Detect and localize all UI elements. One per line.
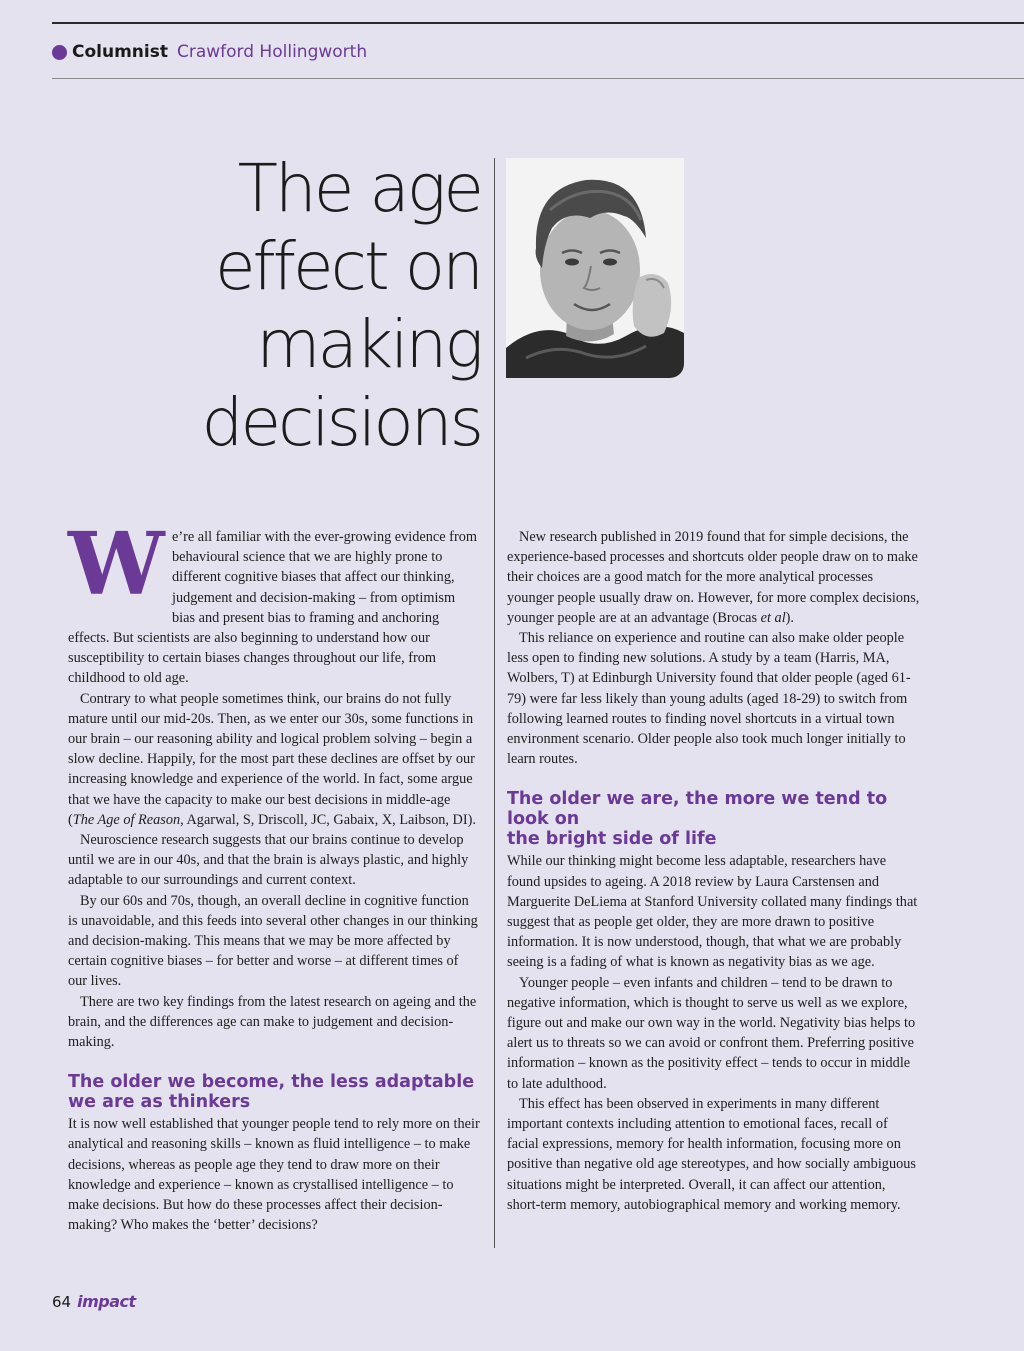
paragraph: By our 60s and 70s, though, an overall decline in cognitive function is unavoidable, and this feeds into several other changes in our thinking and decision-making. This means that we may be more affected by certain cognitive biases – for better and worse – at different times of our lives. bbox=[68, 892, 478, 990]
column-type-label: Columnist bbox=[72, 42, 168, 62]
bullet-dot-icon bbox=[52, 45, 67, 60]
headline-line-2: effect on bbox=[214, 228, 481, 305]
page-number: 64 bbox=[52, 1293, 72, 1311]
column-divider bbox=[494, 158, 495, 1248]
drop-cap: W bbox=[68, 514, 165, 615]
right-column bbox=[507, 527, 921, 1215]
paragraph: While our thinking might become less adaptable, researchers have found upsides to ageing. A 2018 review by Laura Carstensen and Marguerite DeLiema at Stanford University collated many findings that suggest that as people get older, they are more drawn to positive information. It is now understood, though, that what we are probably seeing is a fading of what is known as negativity bias as we age. bbox=[507, 853, 918, 971]
paragraph: This reliance on experience and routine can also make older people less open to finding new solutions. A study by a team (Harris, MA, Wolbers, T) at Edinburgh University found that older people (aged 61-79) were far less likely than young adults (aged 18-29) to switch from following learned routes to finding novel shortcuts in a virtual town environment scenario. Older people also took much longer initially to learn routes. bbox=[507, 630, 911, 768]
section-subheading bbox=[507, 789, 921, 849]
headline-line-3: making bbox=[256, 306, 481, 383]
author-portrait bbox=[506, 158, 684, 378]
column-header bbox=[52, 38, 367, 66]
article-headline bbox=[202, 150, 481, 462]
portrait-illustration bbox=[506, 158, 684, 378]
headline-line-4: decisions bbox=[201, 384, 481, 461]
paragraph-text: ). bbox=[785, 609, 795, 626]
subheading-line: The older we become, the less adaptable bbox=[68, 1072, 475, 1093]
paragraph bbox=[507, 527, 921, 628]
paragraph: This effect has been observed in experiments in many different important contexts including attention to emotional faces, recall of facial expressions, memory for health information, focusing more on positive than negative old age stereotypes, and how socially ambiguous situations might be interpreted. Overall, it can affect our attention, short-term memory, autobiographical memory and working memory. bbox=[507, 1095, 916, 1213]
page-footer bbox=[52, 1292, 136, 1311]
paragraph: There are two key findings from the latest research on ageing and the brain, and the differences age can make to judgement and decision-making. bbox=[68, 993, 477, 1051]
paragraph: e’re all familiar with the ever-growing evidence from behavioural science that we are highly prone to different cognitive biases that affect our thinking, judgement and decision-making – from optimism bias and present bias to framing and anchoring effects. But scientists are also beginning to understand how our susceptibility to certain biases changes throughout our life, from childhood to old age. bbox=[68, 529, 477, 687]
subheading-line: the bright side of life bbox=[507, 829, 717, 850]
header-rule bbox=[52, 78, 1024, 79]
section-subheading bbox=[68, 1072, 480, 1112]
paragraph: Neuroscience research suggests that our brains continue to develop until we are in our 40s, and that the brain is always plastic, and highly adaptable to our surroundings and current context. bbox=[68, 832, 469, 889]
left-column bbox=[68, 514, 480, 1236]
book-title: The Age of Reason bbox=[72, 811, 181, 828]
paragraph: Younger people – even infants and children – tend to be drawn to negative information, which is thought to serve us well as we explore, figure out and make our own way in the world. Negativity bias helps to alert us to threats so we can avoid or confront them. Preferring positive information – known as the positivity effect – tends to occur in middle to late adulthood. bbox=[507, 974, 916, 1092]
subheading-line: The older we are, the more we tend to look on bbox=[507, 789, 888, 830]
paragraph-text: New research published in 2019 found that for simple decisions, the experience-based processes and shortcuts older people draw on to make their choices are a good match for the more analytical processes younger people usually draw on. However, for more complex decisions, younger people are at an advantage (Brocas bbox=[507, 529, 920, 626]
paragraph-text: , Agarwal, S, Driscoll, JC, Gabaix, X, Laibson, DI). bbox=[180, 811, 476, 828]
paragraph bbox=[68, 689, 480, 830]
subheading-line: we are as thinkers bbox=[68, 1092, 251, 1113]
citation-italic: et al bbox=[760, 609, 786, 626]
top-rule bbox=[52, 22, 1024, 24]
columnist-name: Crawford Hollingworth bbox=[176, 42, 368, 62]
magazine-logo: impact bbox=[77, 1292, 136, 1311]
paragraph-text: Contrary to what people sometimes think, our brains do not fully mature until our mid-20s. Then, as we enter our 30s, some functions in our brain – our reasoning ability and logical problem solving – begin a slow decline. Happily, for the most part these declines are offset by our increasing knowledge and experience of the world. In fact, some argue that we have the capacity to make our best decisions in middle-age ( bbox=[68, 690, 475, 828]
headline-line-1: The age bbox=[237, 150, 481, 227]
paragraph: It is now well established that younger people tend to rely more on their analytical and reasoning skills – known as fluid intelligence – to make decisions, whereas as people age they tend to draw more on their knowledge and experience – known as crystallised intelligence – to make decisions. But how do these processes affect their decision-making? Who makes the ‘better’ decisions? bbox=[68, 1116, 480, 1234]
